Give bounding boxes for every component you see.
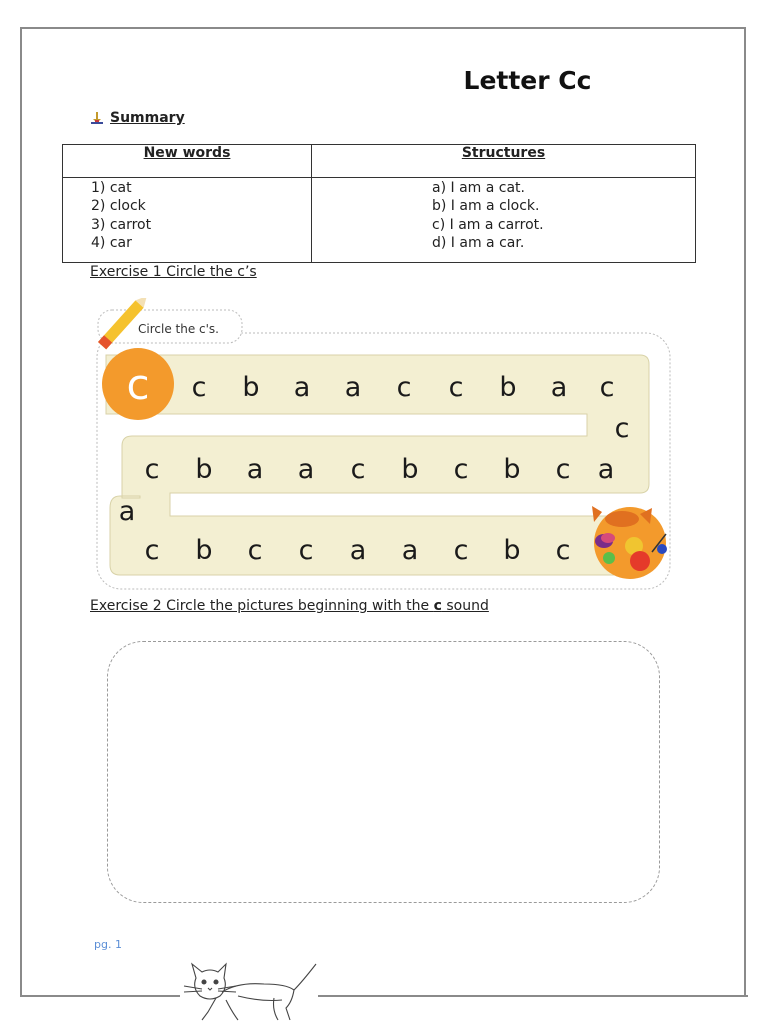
maze-letter[interactable]: b — [503, 454, 521, 485]
word-item: 3) carrot — [91, 216, 152, 233]
maze-letter[interactable]: c — [247, 535, 263, 566]
pictures-answer-area[interactable] — [107, 641, 660, 903]
maze-letter[interactable]: c — [191, 372, 207, 403]
new-words-list — [63, 179, 311, 252]
maze-letter[interactable]: a — [344, 372, 362, 403]
maze-letter[interactable]: c — [599, 372, 615, 403]
structure-item: c) I am a carrot. — [432, 216, 544, 233]
word-item: 2) clock — [91, 198, 146, 215]
maze-letter[interactable]: a — [118, 496, 136, 527]
maze-letter[interactable]: a — [297, 454, 315, 485]
maze-letter[interactable]: c — [453, 535, 469, 566]
maze-letter[interactable]: a — [349, 535, 367, 566]
maze-letter[interactable]: c — [350, 454, 366, 485]
maze-letter[interactable]: c — [144, 535, 160, 566]
footer-rule-right — [318, 995, 748, 997]
maze-letter[interactable]: a — [246, 454, 264, 485]
maze-letter[interactable]: c — [448, 372, 464, 403]
maze-letter[interactable]: b — [503, 535, 521, 566]
new-words-cell — [63, 178, 312, 263]
footer-rule-left — [20, 995, 180, 997]
maze-letter[interactable]: b — [499, 372, 517, 403]
maze-letter[interactable]: b — [401, 454, 419, 485]
maze-letter[interactable]: a — [293, 372, 311, 403]
summary-heading — [90, 110, 185, 126]
maze-letter[interactable]: c — [144, 454, 160, 485]
maze-letter[interactable]: a — [401, 535, 419, 566]
maze-letter[interactable]: b — [195, 535, 213, 566]
maze-letter[interactable]: c — [555, 454, 571, 485]
maze-letter[interactable]: b — [242, 372, 260, 403]
cat-illustration-icon — [178, 956, 322, 1024]
page-number: pg. 1 — [94, 938, 122, 951]
maze-letter[interactable]: a — [597, 454, 615, 485]
structures-list — [312, 179, 695, 252]
maze-letter[interactable]: c — [453, 454, 469, 485]
header-new-words: New words — [63, 145, 312, 178]
letter-maze-worksheet — [92, 298, 672, 593]
header-structures: Structures — [312, 145, 696, 178]
maze-letter[interactable]: c — [396, 372, 412, 403]
instruction-text: Circle the c's. — [138, 322, 219, 336]
exercise2-title-end: sound — [441, 598, 489, 614]
structure-item: b) I am a clock. — [432, 198, 540, 215]
exercise1-title: Exercise 1 Circle the c’s — [90, 264, 257, 280]
page-title: Letter Cc — [463, 66, 592, 95]
maze-letter[interactable]: c — [614, 413, 630, 444]
exercise2-title-text: Exercise 2 Circle the pictures beginning with the — [90, 598, 434, 614]
structure-item: d) I am a car. — [432, 234, 525, 251]
maze-letter[interactable]: a — [550, 372, 568, 403]
maze-letter[interactable]: c — [298, 535, 314, 566]
word-item: 4) car — [91, 234, 132, 251]
maze-letter[interactable]: c — [555, 535, 571, 566]
exercise2-sound-letter: c — [433, 598, 442, 614]
exercise2-title — [90, 598, 489, 614]
bullet-arrow-icon — [90, 111, 104, 125]
word-item: 1) cat — [91, 180, 132, 196]
big-letter: c — [126, 360, 150, 409]
structure-item: a) I am a cat. — [432, 180, 525, 196]
summary-table — [62, 144, 696, 263]
maze-letter[interactable]: b — [195, 454, 213, 485]
summary-label: Summary — [110, 110, 185, 126]
structures-cell — [312, 178, 696, 263]
